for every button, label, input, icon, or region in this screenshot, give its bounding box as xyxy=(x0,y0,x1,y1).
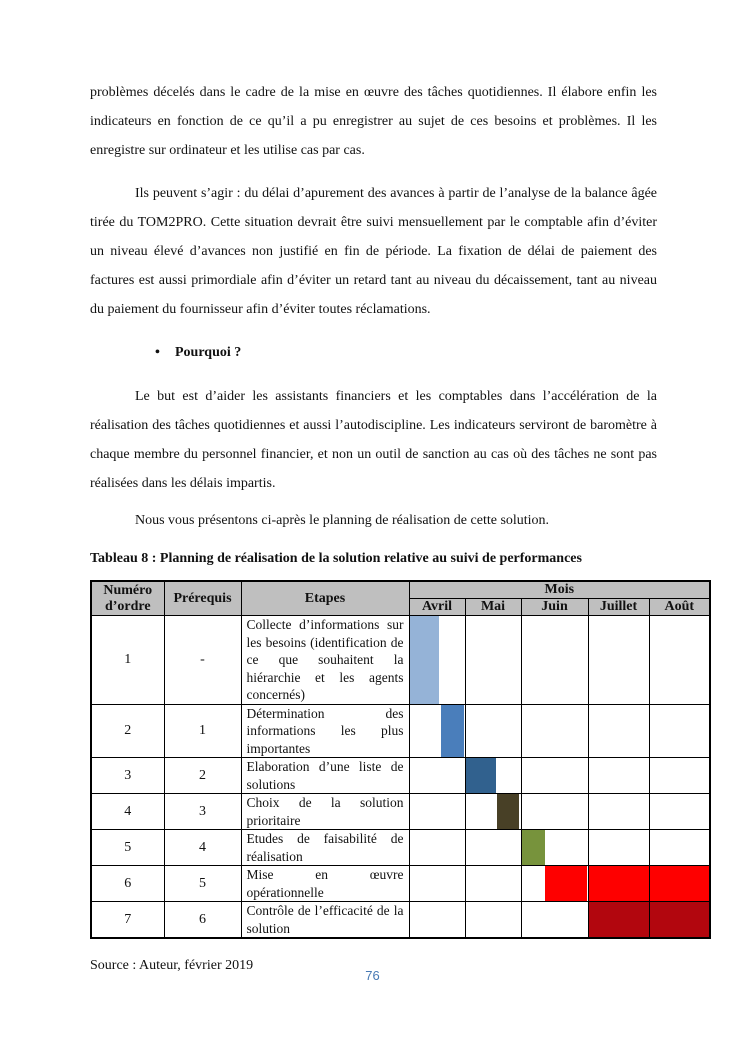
gantt-cell xyxy=(521,616,588,705)
gantt-cell xyxy=(409,704,465,758)
paragraph-4: Nous vous présentons ci-après le planning de réalisation de cette solution. xyxy=(135,513,550,528)
table-row xyxy=(91,902,710,939)
gantt-cell xyxy=(465,758,521,794)
gantt-cell xyxy=(409,616,465,705)
gantt-cell xyxy=(521,830,588,866)
cell-prerequis: 1 xyxy=(164,704,241,758)
header-etapes: Etapes xyxy=(241,581,409,616)
table-row xyxy=(91,616,710,705)
gantt-bar xyxy=(441,705,465,758)
gantt-bar xyxy=(589,902,649,937)
gantt-bar xyxy=(650,866,710,901)
gantt-cell xyxy=(588,616,649,705)
cell-etape: Contrôle de l’efficacité de la solution xyxy=(241,902,409,939)
gantt-cell xyxy=(588,830,649,866)
cell-etape: Mise en œuvre opérationnelle xyxy=(241,866,409,902)
gantt-cell xyxy=(588,902,649,939)
header-month-aout: Août xyxy=(649,599,710,616)
cell-prerequis: 5 xyxy=(164,866,241,902)
cell-numero: 7 xyxy=(91,902,164,939)
cell-numero: 5 xyxy=(91,830,164,866)
gantt-cell xyxy=(649,616,710,705)
cell-numero: 4 xyxy=(91,794,164,830)
gantt-cell xyxy=(649,794,710,830)
gantt-bar xyxy=(410,616,440,704)
gantt-cell xyxy=(465,794,521,830)
cell-prerequis: 4 xyxy=(164,830,241,866)
table-row xyxy=(91,758,710,794)
gantt-cell xyxy=(521,794,588,830)
header-month-juillet: Juillet xyxy=(588,599,649,616)
cell-prerequis: 2 xyxy=(164,758,241,794)
gantt-cell xyxy=(588,866,649,902)
table-title: Tableau 8 : Planning de réalisation de la solution relative au suivi de performances xyxy=(90,551,582,566)
gantt-cell xyxy=(649,830,710,866)
gantt-cell xyxy=(465,866,521,902)
gantt-cell xyxy=(588,794,649,830)
header-month-juin: Juin xyxy=(521,599,588,616)
gantt-cell xyxy=(521,866,588,902)
table-row xyxy=(91,794,710,830)
header-month-mai: Mai xyxy=(465,599,521,616)
gantt-cell xyxy=(649,902,710,939)
source-note: Source : Auteur, février 2019 xyxy=(90,958,254,973)
gantt-bar xyxy=(650,902,710,937)
gantt-cell xyxy=(521,902,588,939)
gantt-cell xyxy=(409,758,465,794)
header-prerequis: Prérequis xyxy=(164,581,241,616)
header-month-avril: Avril xyxy=(409,599,465,616)
cell-etape: Elaboration d’une liste de solutions xyxy=(241,758,409,794)
gantt-cell xyxy=(409,902,465,939)
gantt-cell xyxy=(588,758,649,794)
gantt-cell xyxy=(409,866,465,902)
gantt-bar xyxy=(497,794,518,829)
gantt-cell xyxy=(588,704,649,758)
gantt-cell xyxy=(521,704,588,758)
header-numero: Numéro d’ordre xyxy=(91,581,164,616)
cell-etape: Détermination des informations les plus importantes xyxy=(241,704,409,758)
paragraph-2: Ils peuvent s’agir : du délai d’apurement des avances à partir de l’analyse de la balance âgée tirée du TOM2PRO. Cette situation devrait être suivi mensuellement par le comptable afin d’éviter un niveau élevé d’avances non justifié en fin de période. La fixation de délai de paiement des factures est aussi primordiale afin d’éviter un retard tant au niveau du décaissement, tant au niveau du paiement du fournisseur afin d’éviter toutes réclamations. xyxy=(90,186,657,317)
bullet-item xyxy=(155,338,657,367)
cell-etape: Choix de la solution prioritaire xyxy=(241,794,409,830)
gantt-cell xyxy=(521,758,588,794)
paragraph-1: problèmes décelés dans le cadre de la mise en œuvre des tâches quotidiennes. Il élabore enfin les indicateurs en fonction de ce qu’il a pu enregistrer au sujet de ces besoins et problèmes. Il les enregistre sur ordinateur et les utilise cas par cas. xyxy=(90,85,657,158)
gantt-bar xyxy=(466,758,496,793)
table-row xyxy=(91,704,710,758)
planning-table xyxy=(90,580,711,939)
bullet-icon: • xyxy=(155,345,160,360)
table-row xyxy=(91,830,710,866)
gantt-bar xyxy=(589,866,649,901)
gantt-cell xyxy=(465,704,521,758)
header-mois: Mois xyxy=(409,581,710,599)
cell-numero: 1 xyxy=(91,616,164,705)
gantt-cell xyxy=(465,616,521,705)
cell-prerequis: - xyxy=(164,616,241,705)
gantt-cell xyxy=(465,830,521,866)
gantt-cell xyxy=(409,830,465,866)
gantt-cell xyxy=(649,866,710,902)
cell-prerequis: 3 xyxy=(164,794,241,830)
gantt-cell xyxy=(649,704,710,758)
table-row xyxy=(91,866,710,902)
gantt-cell xyxy=(649,758,710,794)
cell-etape: Etudes de faisabilité de réalisation xyxy=(241,830,409,866)
cell-numero: 2 xyxy=(91,704,164,758)
gantt-cell xyxy=(409,794,465,830)
cell-etape: Collecte d’informations sur les besoins (identification de ce que souhaitent la hiérarchie et les agents concernés) xyxy=(241,616,409,705)
paragraph-3: Le but est d’aider les assistants financiers et les comptables dans l’accélération de la réalisation des tâches quotidiennes et aussi l’autodiscipline. Les indicateurs serviront de baromètre à chaque membre du personnel financier, et non un outil de sanction au cas où des tâches ne sont pas réalisées dans les délais impartis. xyxy=(90,389,657,491)
bullet-label: Pourquoi ? xyxy=(175,345,242,360)
page-number: 76 xyxy=(365,968,380,983)
cell-numero: 6 xyxy=(91,866,164,902)
cell-numero: 3 xyxy=(91,758,164,794)
header-row-1 xyxy=(91,581,710,599)
gantt-cell xyxy=(465,902,521,939)
cell-prerequis: 6 xyxy=(164,902,241,939)
gantt-bar xyxy=(522,830,545,865)
gantt-bar xyxy=(545,866,588,901)
